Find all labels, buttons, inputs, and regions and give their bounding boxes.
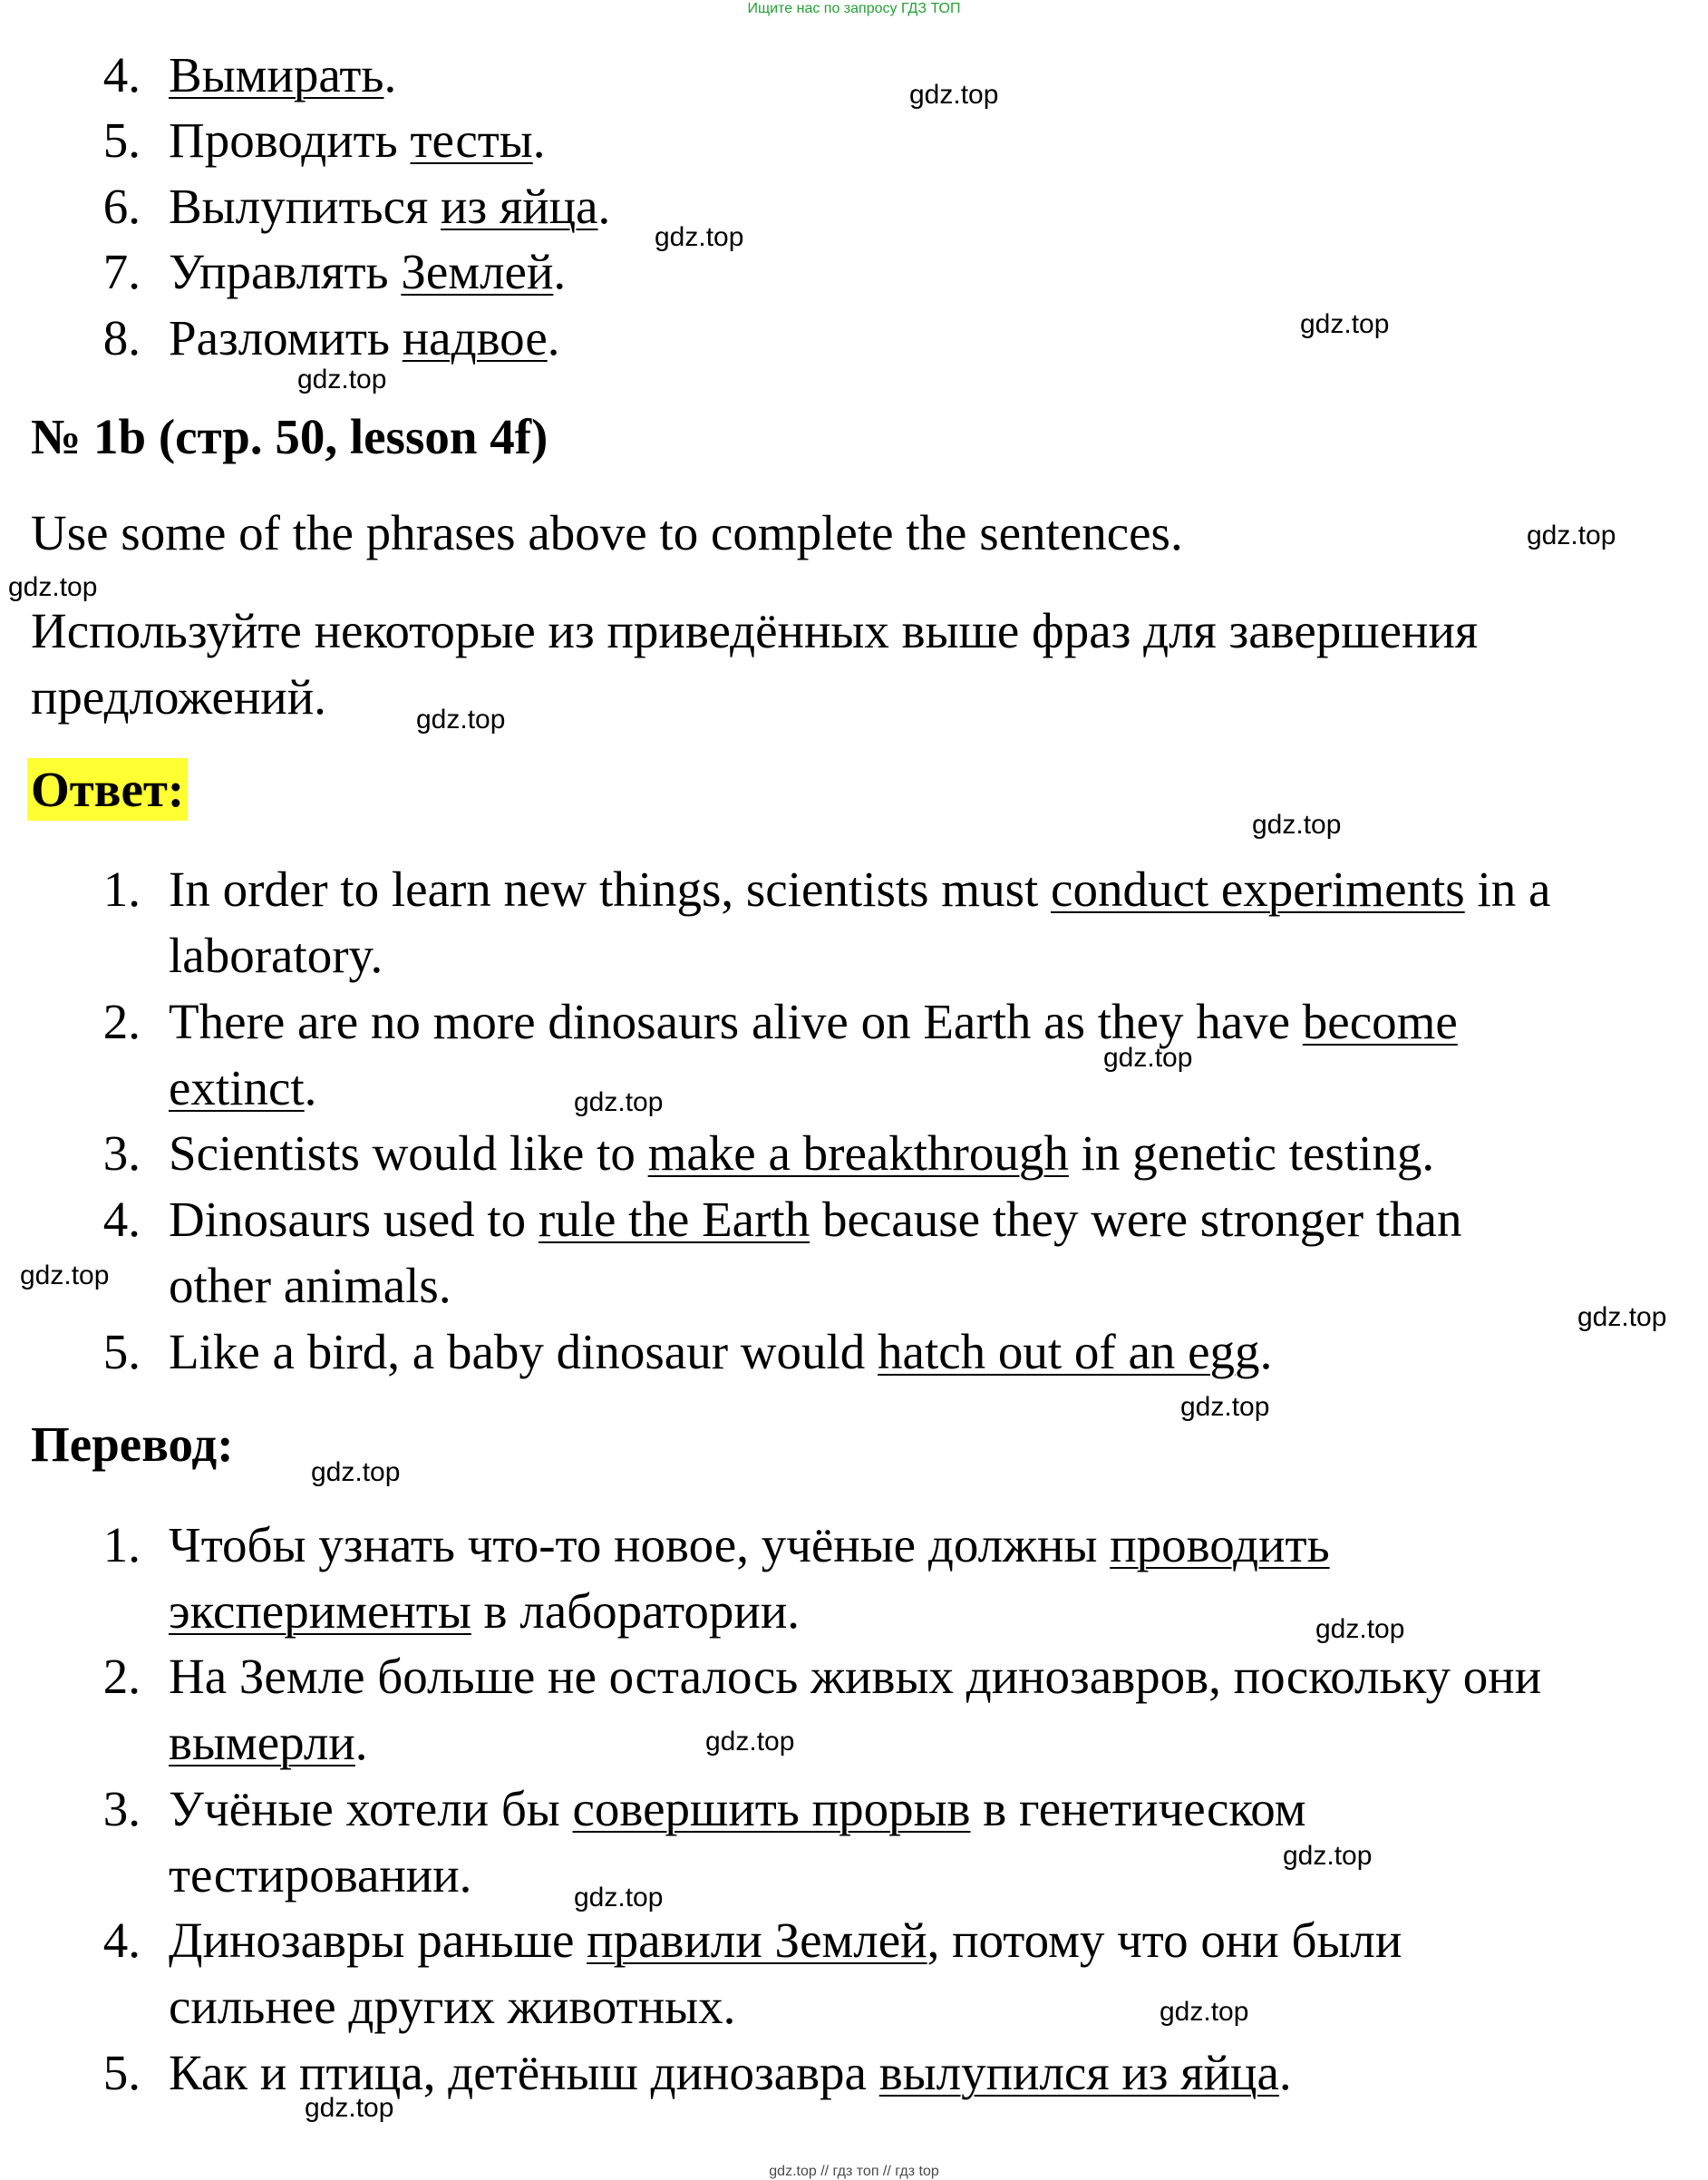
answer-2-line1 (169, 994, 1458, 1049)
watermark: gdz.top (305, 2093, 394, 2123)
text-segment: . (597, 179, 611, 234)
translation-number-4: 4. (102, 1912, 141, 1968)
underlined-phrase: надвое (402, 310, 548, 365)
answer-number-5: 5. (102, 1324, 141, 1379)
text-segment: На Земле больше не осталось живых динозавров, поскольку они (169, 1649, 1542, 1704)
list1-number-8: 8. (102, 310, 141, 365)
translation-number-2: 2. (102, 1649, 141, 1704)
underlined-phrase: become (1302, 994, 1458, 1049)
watermark: gdz.top (655, 222, 744, 252)
footer-note: gdz.top // гдз топ // гдз top (769, 2164, 939, 2179)
answer-4-line2 (169, 1258, 451, 1313)
answer-number-3: 3. (102, 1125, 141, 1181)
underlined-phrase: эксперименты (169, 1583, 471, 1639)
answer-number-1: 1. (102, 861, 141, 917)
text-segment: laboratory. (169, 928, 383, 983)
watermark: gdz.top (1252, 810, 1342, 840)
text-segment: Как и птица, детёныш динозавра (169, 2045, 879, 2100)
underlined-phrase: conduct experiments (1051, 861, 1465, 917)
watermark: gdz.top (20, 1260, 110, 1290)
translation-label: Перевод: (31, 1416, 234, 1472)
text-segment: other animals. (169, 1258, 451, 1313)
answer-number-4: 4. (102, 1192, 141, 1247)
watermark: gdz.top (1283, 1841, 1373, 1871)
text-segment: . (1259, 1324, 1273, 1379)
watermark: gdz.top (574, 1087, 664, 1117)
list1-number-4: 4. (102, 47, 141, 102)
text-segment: Проводить (169, 112, 411, 168)
underlined-phrase: вылупился из яйца (878, 2045, 1279, 2100)
answer-1-line1 (169, 861, 1551, 917)
text-segment: Dinosaurs used to (169, 1192, 539, 1247)
text-segment: тестировании. (169, 1847, 472, 1903)
watermark: gdz.top (1160, 1997, 1249, 2027)
text-segment: Вылупиться (169, 179, 442, 234)
answer-label (27, 762, 188, 817)
underlined-phrase: тесты (410, 112, 533, 168)
text-segment: . (1278, 2045, 1292, 2100)
text-segment: , потому что они были (927, 1912, 1402, 1968)
answer-2-line2 (169, 1060, 317, 1115)
translation-4-line2 (169, 1979, 736, 2034)
text-segment: . (547, 310, 560, 365)
text-segment: в лаборатории. (471, 1583, 801, 1639)
text-segment: Scientists would like to (169, 1125, 648, 1181)
text-segment: In order to learn new things, scientists must (169, 861, 1052, 917)
underlined-phrase: extinct (169, 1060, 305, 1115)
text-segment: Учёные хотели бы (169, 1781, 573, 1836)
list1-item-5 (169, 112, 546, 168)
underlined-phrase: hatch out of an egg (878, 1324, 1260, 1379)
answer-4-line1 (169, 1192, 1462, 1247)
translation-5-line1 (169, 2045, 1292, 2100)
list1-item-7 (169, 244, 567, 299)
text-segment: Динозавры раньше (169, 1912, 587, 1968)
list1-number-6: 6. (102, 179, 141, 234)
text-segment: Like a bird, a baby dinosaur would (169, 1324, 878, 1379)
translation-number-1: 1. (102, 1517, 141, 1572)
translation-2-line2 (169, 1715, 368, 1770)
watermark: gdz.top (1103, 1043, 1193, 1073)
watermark: gdz.top (297, 365, 387, 394)
translation-1-line1 (169, 1517, 1330, 1572)
task-heading: № 1b (стр. 50, lesson 4f) (31, 409, 548, 464)
text-segment: . (383, 47, 397, 102)
instruction-russian-line1: Используйте некоторые из приведённых выше фраз для завершения (31, 603, 1479, 658)
watermark: gdz.top (1577, 1302, 1667, 1332)
instruction-english: Use some of the phrases above to complete the sentences. (31, 505, 1183, 560)
underlined-phrase: проводить (1110, 1517, 1330, 1572)
answer-3-line1 (169, 1125, 1435, 1181)
underlined-phrase: совершить прорыв (572, 1781, 971, 1836)
watermark: gdz.top (1180, 1392, 1270, 1422)
watermark: gdz.top (311, 1457, 401, 1487)
list1-item-6 (169, 179, 611, 234)
underlined-phrase: Землей (401, 244, 554, 299)
text-segment: Чтобы узнать что-то новое, учёные должны (169, 1517, 1111, 1572)
translation-2-line1 (169, 1649, 1542, 1704)
list1-item-4 (169, 47, 397, 102)
top-search-note: Ищите нас по запросу ГДЗ ТОП (747, 1, 961, 16)
answer-number-2: 2. (102, 994, 141, 1049)
text-segment: Разломить (169, 310, 403, 365)
watermark: gdz.top (574, 1883, 664, 1912)
answer-5-line1 (169, 1324, 1273, 1379)
watermark: gdz.top (416, 705, 506, 735)
text-segment: . (354, 1715, 368, 1770)
underlined-phrase: из яйца (441, 179, 598, 234)
translation-number-3: 3. (102, 1781, 141, 1836)
watermark: gdz.top (909, 80, 999, 110)
translation-1-line2 (169, 1583, 801, 1639)
text-segment: because they were stronger than (810, 1192, 1462, 1247)
list1-number-5: 5. (102, 112, 141, 168)
translation-4-line1 (169, 1912, 1402, 1968)
underlined-phrase: rule the Earth (538, 1192, 810, 1247)
watermark: gdz.top (1315, 1614, 1405, 1644)
text-segment: . (532, 112, 546, 168)
underlined-phrase: правили Землей (587, 1912, 927, 1968)
translation-number-5: 5. (102, 2045, 141, 2100)
text-segment: сильнее других животных. (169, 1979, 736, 2034)
watermark: gdz.top (8, 572, 98, 602)
answer-1-line2 (169, 928, 383, 983)
translation-3-line2 (169, 1847, 472, 1903)
list1-number-7: 7. (102, 244, 141, 299)
text-segment: в генетическом (970, 1781, 1306, 1836)
text-segment: There are no more dinosaurs alive on Earth as they have (169, 994, 1303, 1049)
watermark: gdz.top (1527, 521, 1616, 550)
underlined-phrase: make a breakthrough (647, 1125, 1069, 1181)
list1-item-8 (169, 310, 560, 365)
watermark: gdz.top (1300, 309, 1390, 339)
text-segment: in genetic testing. (1068, 1125, 1435, 1181)
text-segment: . (304, 1060, 317, 1115)
text-segment: in a (1464, 861, 1551, 917)
text-segment: . (553, 244, 567, 299)
watermark: gdz.top (705, 1727, 795, 1757)
underlined-phrase: вымерли (169, 1715, 355, 1770)
underlined-phrase: Вымирать (169, 47, 384, 102)
instruction-russian-line2: предложений. (31, 669, 326, 725)
answer-label-highlight: Ответ: (27, 758, 188, 821)
translation-3-line1 (169, 1781, 1306, 1836)
text-segment: Управлять (169, 244, 402, 299)
